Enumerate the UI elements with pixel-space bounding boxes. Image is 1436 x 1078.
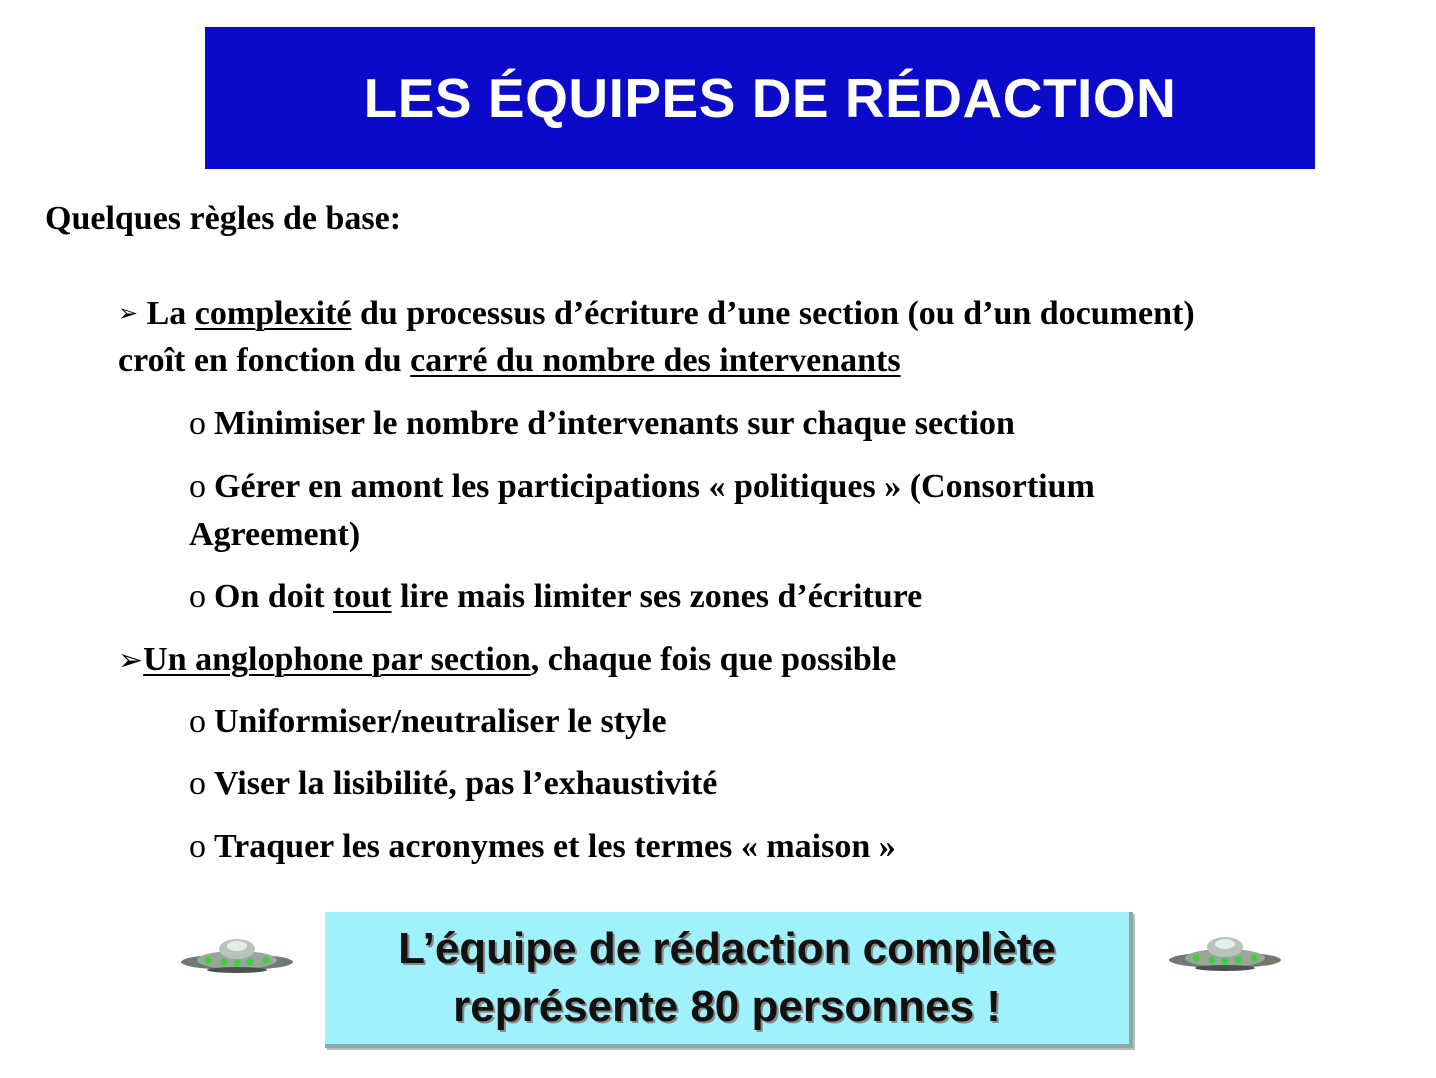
page-title: LES ÉQUIPES DE RÉDACTION [363, 67, 1177, 129]
arrow-bullet-icon: ➢ [118, 643, 144, 678]
sub-bullet-5 [189, 765, 717, 803]
circle-bullet-icon: o [189, 405, 206, 442]
bullet-2-underlined: Un anglophone par section [143, 641, 531, 678]
bullet-1-line2-pre: croît en fonction du [118, 342, 402, 379]
circle-bullet-icon: o [189, 468, 206, 505]
bullet-1-mid: du processus d’écriture d’une section (ou d’un document) [360, 295, 1195, 332]
sub-bullet-3-post: lire mais limiter ses zones d’écriture [400, 578, 923, 615]
sub-bullet-text: Viser la lisibilité, pas l’exhaustivité [214, 765, 718, 802]
sub-bullet-text: Agreement) [189, 516, 361, 553]
callout-line-2: représente 80 personnes ! [453, 982, 1001, 1031]
ufo-icon [178, 936, 296, 980]
circle-bullet-icon: o [189, 578, 206, 615]
sub-bullet-3-underlined: tout [333, 578, 392, 615]
callout-line-1: L’équipe de rédaction complète [398, 924, 1056, 973]
sub-bullet-6 [189, 828, 896, 866]
sub-bullet-text: Traquer les acronymes et les termes « maison » [214, 828, 896, 865]
circle-bullet-icon: o [189, 828, 206, 865]
callout-box [325, 912, 1133, 1048]
sub-bullet-2-continued [189, 516, 360, 554]
bullet-2-post: , chaque fois que possible [530, 641, 897, 678]
sub-bullet-text: Gérer en amont les participations « politiques » (Consortium [214, 468, 1095, 505]
bullet-1-underlined-1: complexité [194, 295, 352, 332]
sub-bullet-text: Uniformiser/neutraliser le style [214, 703, 667, 740]
circle-bullet-icon: o [189, 703, 206, 740]
bullet-2 [118, 641, 896, 679]
sub-bullet-text: Minimiser le nombre d’intervenants sur chaque section [214, 405, 1015, 442]
arrow-bullet-icon: ➢ [118, 299, 139, 327]
sub-bullet-4 [189, 703, 667, 741]
ufo-icon [1166, 934, 1284, 978]
sub-bullet-2 [189, 468, 1095, 506]
bullet-1-pre: La [146, 295, 187, 332]
title-banner [205, 27, 1315, 169]
sub-bullet-3 [189, 578, 922, 616]
bullet-1-line-1 [118, 295, 1195, 333]
bullet-1-line-2 [118, 342, 901, 380]
sub-bullet-3-pre: On doit [214, 578, 325, 615]
sub-bullet-1 [189, 405, 1015, 443]
bullet-1-underlined-2: carré du nombre des intervenants [410, 342, 901, 379]
circle-bullet-icon: o [189, 765, 206, 802]
intro-heading: Quelques règles de base: [45, 200, 402, 237]
